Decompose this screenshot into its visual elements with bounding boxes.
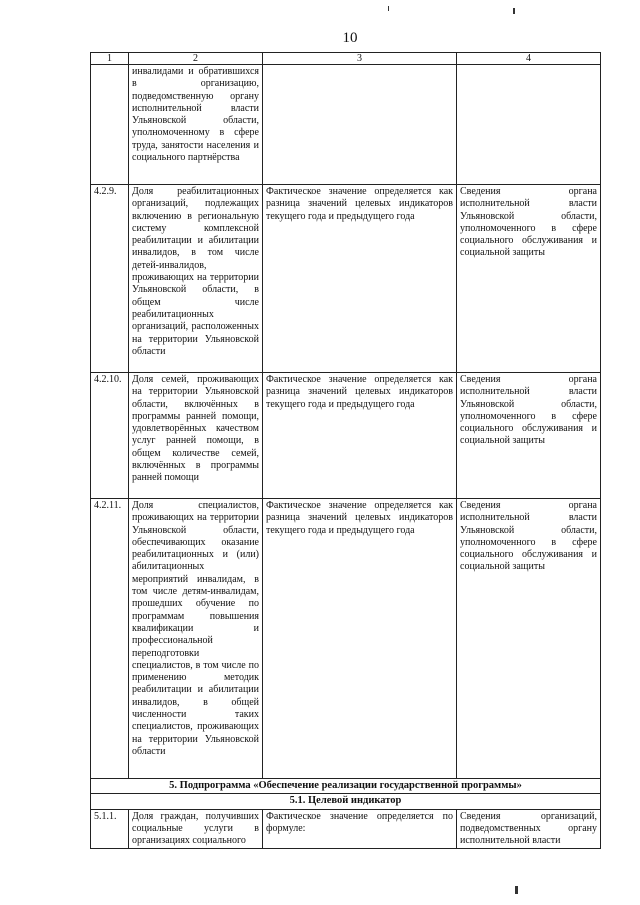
calculation-method: Фактическое значение определяется по формуле: — [263, 809, 457, 849]
column-number: 2 — [129, 53, 263, 65]
data-source: Сведения органа исполнительной власти Ульяновской области, уполномоченного в сфере социального обслуживания и социальной защиты — [457, 373, 601, 499]
column-number: 1 — [91, 53, 129, 65]
table-row — [91, 65, 601, 185]
indicator-name: инвалидами и обратившихся в организацию, подведомственную органу исполнительной власти Ульяновской области, уполномоченному в сфере труда, занятости населения и социального партнёрства — [129, 65, 263, 185]
row-number: 5.1.1. — [91, 809, 129, 849]
indicator-name: Доля реабилитационных организаций, подлежащих включению в региональную систему комплексной реабилитации и абилитации инвалидов, в том числе детей-инвалидов, проживающих на территории Ульяновской области, в общем числе реабилитационных организаций, расположенных на территории Ульяновской области — [129, 185, 263, 373]
scan-speck — [515, 886, 518, 894]
data-source: Сведения органа исполнительной власти Ульяновской области, уполномоченного в сфере социального обслуживания и социальной защиты — [457, 185, 601, 373]
indicator-name: Доля граждан, получивших социальные услуги в организациях социального — [129, 809, 263, 849]
data-source — [457, 65, 601, 185]
calculation-method: Фактическое значение определяется как разница значений целевых индикаторов текущего года и предыдущего года — [263, 499, 457, 779]
row-number: 4.2.9. — [91, 185, 129, 373]
row-number: 4.2.11. — [91, 499, 129, 779]
data-source: Сведения органа исполнительной власти Ульяновской области, уполномоченного в сфере социального обслуживания и социальной защиты — [457, 499, 601, 779]
indicator-table — [90, 52, 601, 849]
table-row — [91, 373, 601, 499]
table-row — [91, 499, 601, 779]
page-number: 10 — [342, 30, 358, 46]
calculation-method: Фактическое значение определяется как разница значений целевых индикаторов текущего года и предыдущего года — [263, 185, 457, 373]
data-source: Сведения организаций, подведомственных органу исполнительной власти — [457, 809, 601, 849]
subsection-title: 5.1. Целевой индикатор — [91, 794, 601, 809]
scan-speck — [513, 8, 515, 14]
row-number — [91, 65, 129, 185]
row-number: 4.2.10. — [91, 373, 129, 499]
column-number: 3 — [263, 53, 457, 65]
subsection-header-row — [91, 794, 601, 809]
section-header-row — [91, 779, 601, 794]
column-number-row — [91, 53, 601, 65]
table-row — [91, 185, 601, 373]
calculation-method — [263, 65, 457, 185]
indicator-name: Доля специалистов, проживающих на территории Ульяновской области, обеспечивающих оказание реабилитационных и (или) абилитационных мероприятий инвалидам, в том числе детям-инвалидам, прошедших обучение по программам повышения квалификации и профессиональной переподготовки специалистов, в том числе по применению методик реабилитации и абилитации инвалидов, в общей численности таких специалистов, проживающих на территории Ульяновской области — [129, 499, 263, 779]
calculation-method: Фактическое значение определяется как разница значений целевых индикаторов текущего года и предыдущего года — [263, 373, 457, 499]
table-row — [91, 809, 601, 849]
section-title: 5. Подпрограмма «Обеспечение реализации государственной программы» — [91, 779, 601, 794]
indicator-name: Доля семей, проживающих на территории Ульяновской области, включённых в программы ранней помощи, удовлетворённых качеством услуг ранней помощи, в общем количестве семей, включённых в программы ранней помощи — [129, 373, 263, 499]
scan-speck — [388, 6, 389, 11]
column-number: 4 — [457, 53, 601, 65]
